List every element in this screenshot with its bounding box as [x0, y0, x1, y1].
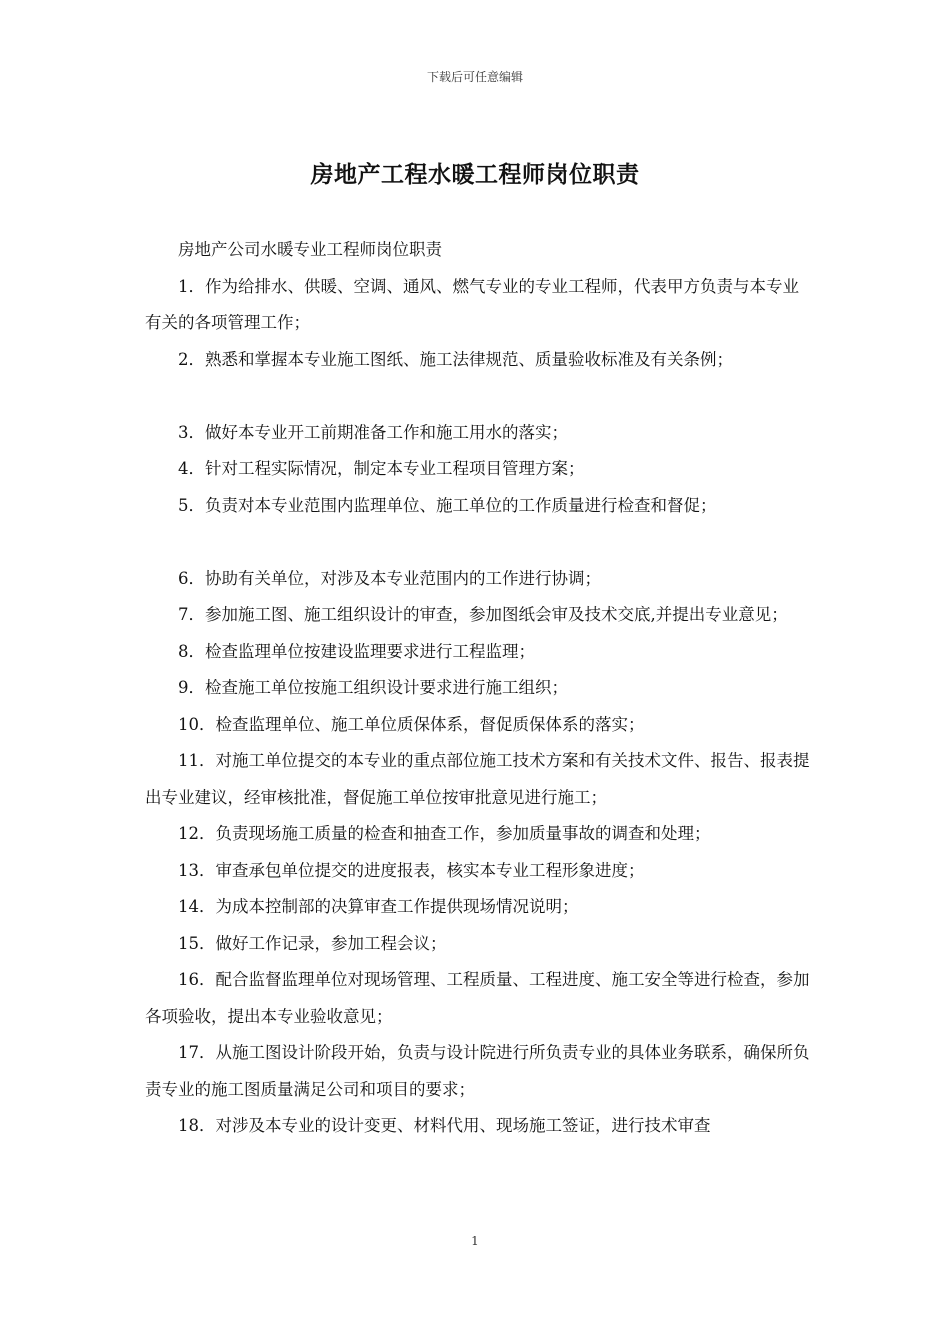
duty-item-3: 3．做好本专业开工前期准备工作和施工用水的落实； — [178, 422, 568, 442]
duty-item-9: 9．检查施工单位按施工组织设计要求进行施工组织； — [178, 678, 568, 697]
duty-item-5: 5．负责对本专业范围内监理单位、施工单位的工作质量进行检查和督促； — [178, 495, 717, 515]
duty-item-2: 2．熟悉和掌握本专业施工图纸、施工法律规范、质量验收标准及有关条例； — [178, 349, 733, 369]
duty-item-15: 15．做好工作记录，参加工程会议； — [178, 933, 447, 953]
duty-item-18: 18．对涉及本专业的设计变更、材料代用、现场施工签证，进行技术审查 — [178, 1116, 711, 1135]
duty-item-7: 7．参加施工图、施工组织设计的审查，参加图纸会审及技术交底,并提出专业意见； — [178, 605, 788, 624]
duty-item-16: 16．配合监督监理单位对现场管理、工程质量、工程进度、施工安全等进行检查，参加各项验收，提出本专业验收意见； — [145, 970, 810, 1026]
duty-item-14: 14．为成本控制部的决算审查工作提供现场情况说明； — [178, 897, 579, 916]
document-body — [145, 232, 813, 1145]
duty-item-4: 4．针对工程实际情况，制定本专业工程项目管理方案； — [178, 459, 585, 478]
page-header-note: 下载后可任意编辑 — [426, 70, 523, 84]
duty-item-13: 13．审查承包单位提交的进度报表，核实本专业工程形象进度； — [178, 860, 645, 880]
page-number: 1 — [471, 1234, 479, 1248]
document-title: 房地产工程水暖工程师岗位职责 — [310, 161, 640, 188]
duty-item-11: 11．对施工单位提交的本专业的重点部位施工技术方案和有关技术文件、报告、报表提出专业建议，经审核批准，督促施工单位按审批意见进行施工； — [145, 751, 810, 807]
intro-paragraph: 房地产公司水暖专业工程师岗位职责 — [178, 240, 442, 259]
duty-item-12: 12．负责现场施工质量的检查和抽查工作，参加质量事故的调查和处理； — [178, 824, 711, 843]
duty-item-17: 17．从施工图设计阶段开始，负责与设计院进行所负责专业的具体业务联系，确保所负责专业的施工图质量满足公司和项目的要求； — [145, 1043, 810, 1099]
duty-item-6: 6．协助有关单位，对涉及本专业范围内的工作进行协调； — [178, 568, 601, 588]
blank-line — [145, 378, 813, 415]
blank-line — [145, 524, 813, 561]
duty-item-10: 10．检查监理单位、施工单位质保体系，督促质保体系的落实； — [178, 714, 645, 734]
duty-item-8: 8．检查监理单位按建设监理要求进行工程监理； — [178, 641, 535, 661]
duty-item-1: 1．作为给排水、供暖、空调、通风、燃气专业的专业工程师，代表甲方负责与本专业有关的各项管理工作； — [145, 276, 799, 332]
